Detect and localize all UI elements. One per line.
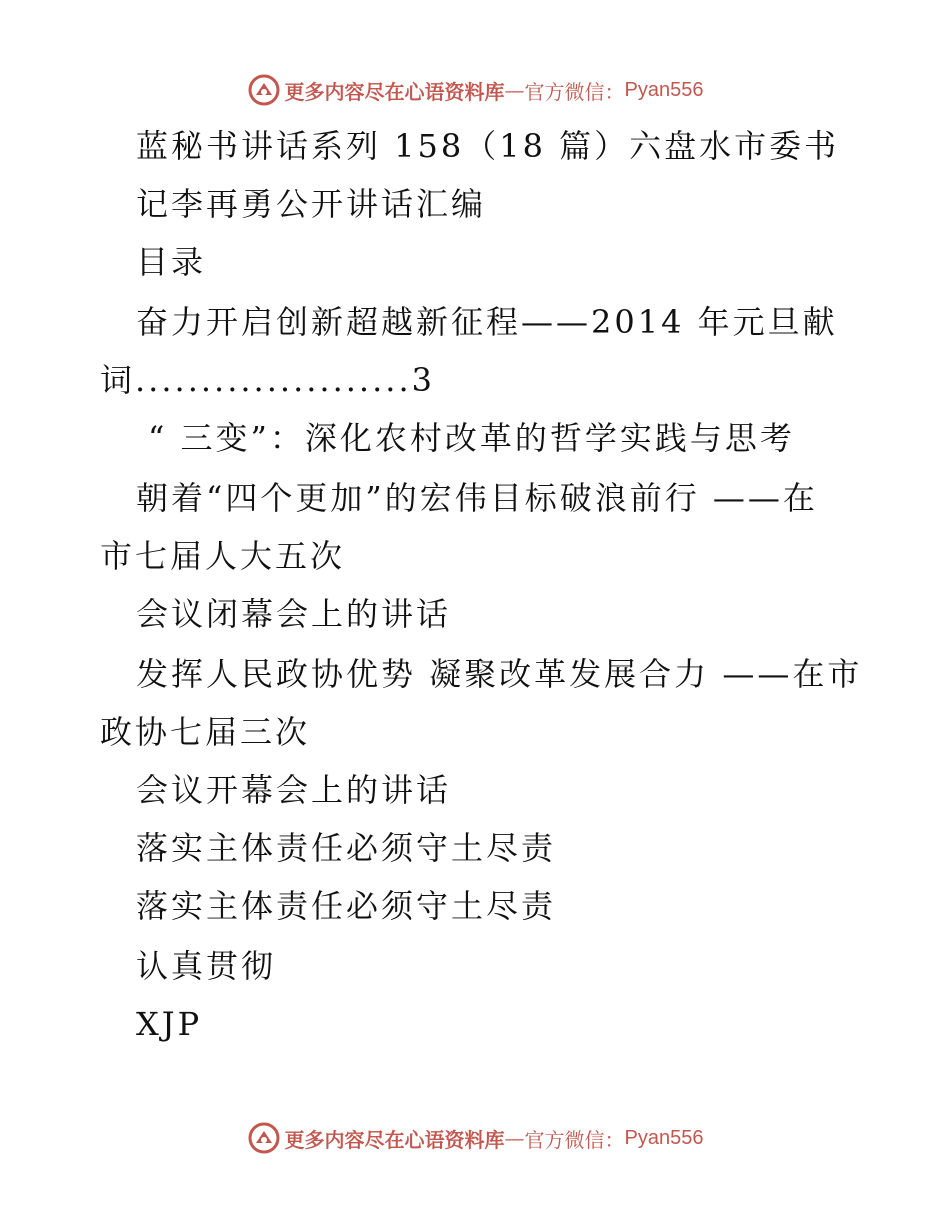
header-separator: — <box>504 78 525 102</box>
toc-entry-8: XJP <box>136 1005 203 1043</box>
toc-entry-2: “ 三变”：深化农村改革的哲学实践与思考 <box>148 419 795 457</box>
footer-separator: — <box>504 1126 525 1150</box>
toc-entry-3: 朝着“四个更加”的宏伟目标破浪前行 ——在 <box>136 479 818 517</box>
header-banner <box>0 70 950 110</box>
toc-heading: 目录 <box>136 243 207 281</box>
toc-entry-1: 奋力开启创新超越新征程——2014 年元旦献 <box>136 303 838 341</box>
footer-banner <box>0 1118 950 1158</box>
toc-entry-6: 落实主体责任必须守土尽责 <box>136 887 557 925</box>
header-wechat-id: Pyan556 <box>624 78 704 101</box>
brand-logo-icon <box>247 1121 281 1155</box>
brand-logo-icon <box>247 73 281 107</box>
toc-entry-5: 落实主体责任必须守土尽责 <box>136 829 557 867</box>
toc-entry-4-cont-2: 会议开幕会上的讲话 <box>136 771 452 809</box>
footer-wechat-label: 官方微信： <box>524 1127 625 1152</box>
title-line-2: 记李再勇公开讲话汇编 <box>136 185 487 223</box>
toc-entry-1-cont: 词.....................3 <box>100 361 435 399</box>
footer-brand-text: 更多内容尽在心语资料库 <box>284 1127 505 1152</box>
footer-wechat-id: Pyan556 <box>624 1126 704 1149</box>
header-wechat-label: 官方微信： <box>524 79 625 104</box>
toc-entry-3-cont-2: 会议闭幕会上的讲话 <box>136 595 452 633</box>
toc-entry-3-cont: 市七届人大五次 <box>100 537 346 575</box>
toc-entry-7: 认真贯彻 <box>136 947 277 985</box>
toc-entry-4: 发挥人民政协优势 凝聚改革发展合力 ——在市 <box>136 655 863 693</box>
toc-entry-4-cont: 政协七届三次 <box>100 713 311 751</box>
header-brand-text: 更多内容尽在心语资料库 <box>284 79 505 104</box>
title-line-1: 蓝秘书讲话系列 158（18 篇）六盘水市委书 <box>136 127 840 165</box>
